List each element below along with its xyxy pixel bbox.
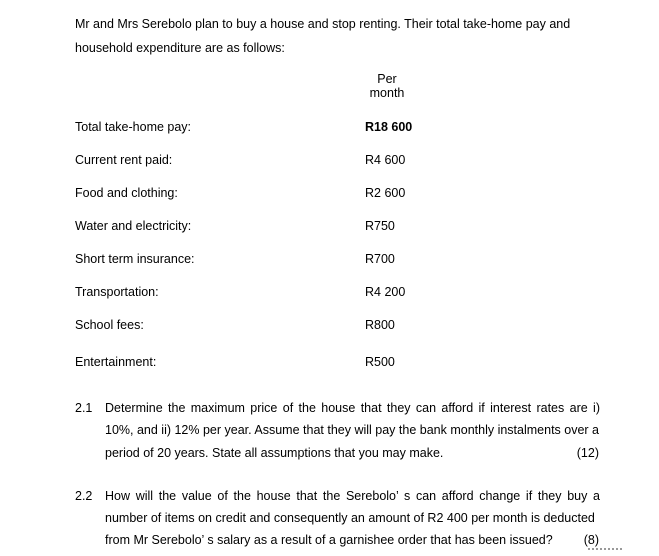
budget-row-value: R2 600 bbox=[365, 186, 406, 200]
question-text-line: Determine the maximum price of the house that they can afford if interest rates are i) bbox=[105, 401, 600, 415]
question-text-line: from Mr Serebolo’ s salary as a result of a garnishee order that has been issued? bbox=[105, 533, 553, 547]
budget-row-label: Entertainment: bbox=[75, 355, 157, 369]
budget-row-value: R700 bbox=[365, 252, 395, 266]
column-header-month: month bbox=[369, 86, 405, 100]
budget-row-label: Total take-home pay: bbox=[75, 120, 192, 134]
budget-row-value: R18 600 bbox=[365, 120, 413, 134]
question-number: 2.2 bbox=[75, 489, 93, 503]
question-number: 2.1 bbox=[75, 401, 93, 415]
question-text-line: number of items on credit and consequently an amount of R2 400 per month is deducted bbox=[105, 511, 595, 525]
budget-row-value: R4 200 bbox=[365, 285, 406, 299]
intro-line-1: Mr and Mrs Serebolo plan to buy a house and stop renting. Their total take-home pay and bbox=[75, 17, 571, 31]
question-text-line: period of 20 years. State all assumptions that you may make. bbox=[105, 446, 444, 460]
budget-row-label: Food and clothing: bbox=[75, 186, 178, 200]
budget-row-label: School fees: bbox=[75, 318, 144, 332]
question-marks: (8) bbox=[583, 533, 599, 547]
question-text-line: 10%, and ii) 12% per year. Assume that they will pay the bank monthly instalments over a bbox=[105, 423, 600, 437]
column-header-per: Per bbox=[377, 72, 397, 86]
budget-row-label: Water and electricity: bbox=[75, 219, 192, 233]
budget-row-label: Short term insurance: bbox=[75, 252, 195, 266]
budget-row-value: R800 bbox=[365, 318, 395, 332]
budget-row-label: Current rent paid: bbox=[75, 153, 173, 167]
budget-row-label: Transportation: bbox=[75, 285, 159, 299]
intro-line-2: household expenditure are as follows: bbox=[75, 41, 285, 55]
budget-row-value: R750 bbox=[365, 219, 395, 233]
page-edge-mark bbox=[588, 548, 622, 554]
budget-row-value: R4 600 bbox=[365, 153, 406, 167]
question-marks: (12) bbox=[576, 446, 599, 460]
budget-row-value: R500 bbox=[365, 355, 395, 369]
question-text-line: How will the value of the house that the Serebolo’ s can afford change if they buy a bbox=[105, 489, 600, 503]
